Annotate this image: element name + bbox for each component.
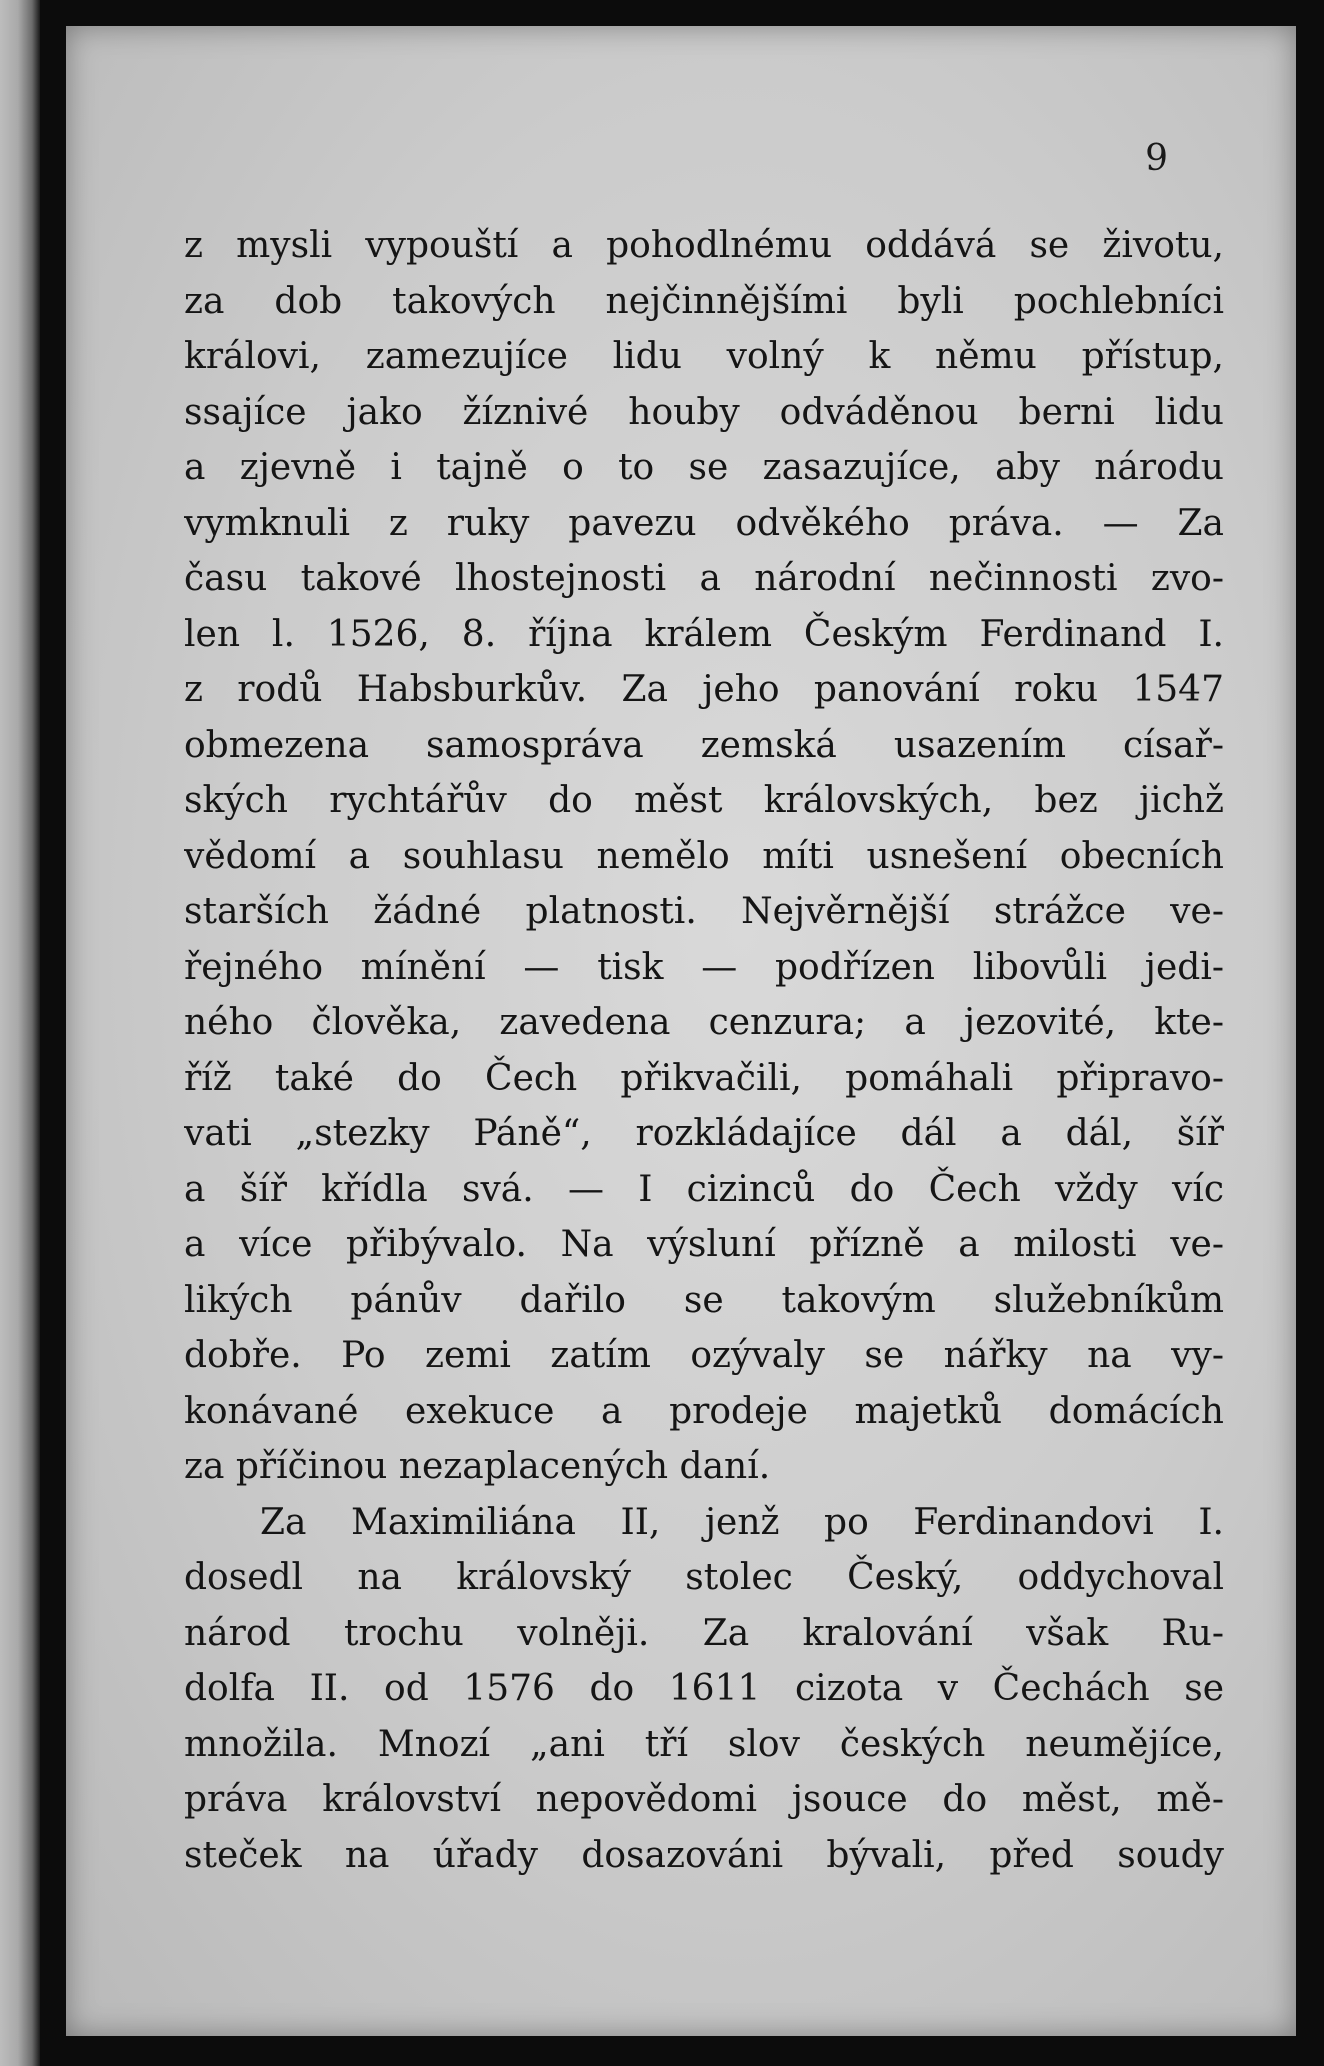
text-line: říž také do Čech přikvačili, pomáhali připravo- xyxy=(184,1057,1224,1099)
text-line: množila. Mnozí „ani tří slov českých neumějíce, xyxy=(184,1723,1224,1765)
text-line: za dob takových nejčinnějšími byli pochlebníci xyxy=(184,280,1224,322)
text-line: vati „stezky Páně“, rozkládajíce dál a dál, šíř xyxy=(184,1113,1224,1154)
text-line: a šíř křídla svá. — I cizinců do Čech vždy víc xyxy=(184,1168,1224,1210)
text-line: vymknuli z ruky pavezu odvěkého práva. — Za xyxy=(184,502,1224,544)
text-line: za příčinou nezaplacených daní. xyxy=(184,1446,771,1487)
text-line: Za Maximiliána II, jenž po Ferdinandovi I. xyxy=(260,1501,1224,1543)
text-line: dolfa II. od 1576 do 1611 cizota v Čechách se xyxy=(184,1668,1224,1709)
text-line: obmezena samospráva zemská usazením císař- xyxy=(184,724,1224,766)
scan-edge xyxy=(0,0,40,2066)
text-line: času takové lhostejnosti a národní nečinnosti zvo- xyxy=(184,558,1224,599)
text-line: likých pánův dařilo se takovým služebníkům xyxy=(184,1279,1224,1321)
text-line: dosedl na královský stolec Český, oddychoval xyxy=(184,1557,1224,1598)
text-line: národ trochu volněji. Za kralování však Ru- xyxy=(184,1612,1224,1654)
text-line: steček na úřady dosazováni bývali, před soudy xyxy=(184,1834,1224,1876)
text-line: ného člověka, zavedena cenzura; a jezovité, kte- xyxy=(184,1002,1224,1043)
text-line: ských rychtářův do měst královských, bez jichž xyxy=(184,780,1224,821)
text-line: vědomí a souhlasu nemělo míti usnešení obecních xyxy=(184,835,1224,877)
text-line: řejného mínění — tisk — podřízen libovůli jedi- xyxy=(184,946,1224,988)
text-line: konávané exekuce a prodeje majetků domácích xyxy=(184,1390,1224,1432)
text-line: a více přibývalo. Na výsluní přízně a milosti ve- xyxy=(184,1224,1224,1265)
text-line: královi, zamezujíce lidu volný k němu přístup, xyxy=(184,336,1224,377)
text-line: z mysli vypouští a pohodlnému oddává se životu, xyxy=(184,225,1224,266)
page-text xyxy=(184,218,1224,1883)
book-page xyxy=(66,26,1296,2036)
text-line: dobře. Po zemi zatím ozývaly se nářky na vy- xyxy=(184,1335,1224,1376)
text-line: a zjevně i tajně o to se zasazujíce, aby národu xyxy=(184,447,1224,488)
text-line: starších žádné platnosti. Nejvěrnější strážce ve- xyxy=(184,891,1224,932)
text-line: len l. 1526, 8. října králem Českým Ferdinand I. xyxy=(184,613,1224,655)
text-line: práva království nepovědomi jsouce do měst, mě- xyxy=(184,1779,1224,1820)
text-line: ssajíce jako žíznivé houby odváděnou berni lidu xyxy=(184,391,1224,433)
page-number: 9 xyxy=(1145,138,1168,179)
text-line: z rodů Habsburkův. Za jeho panování roku 1547 xyxy=(184,669,1224,710)
